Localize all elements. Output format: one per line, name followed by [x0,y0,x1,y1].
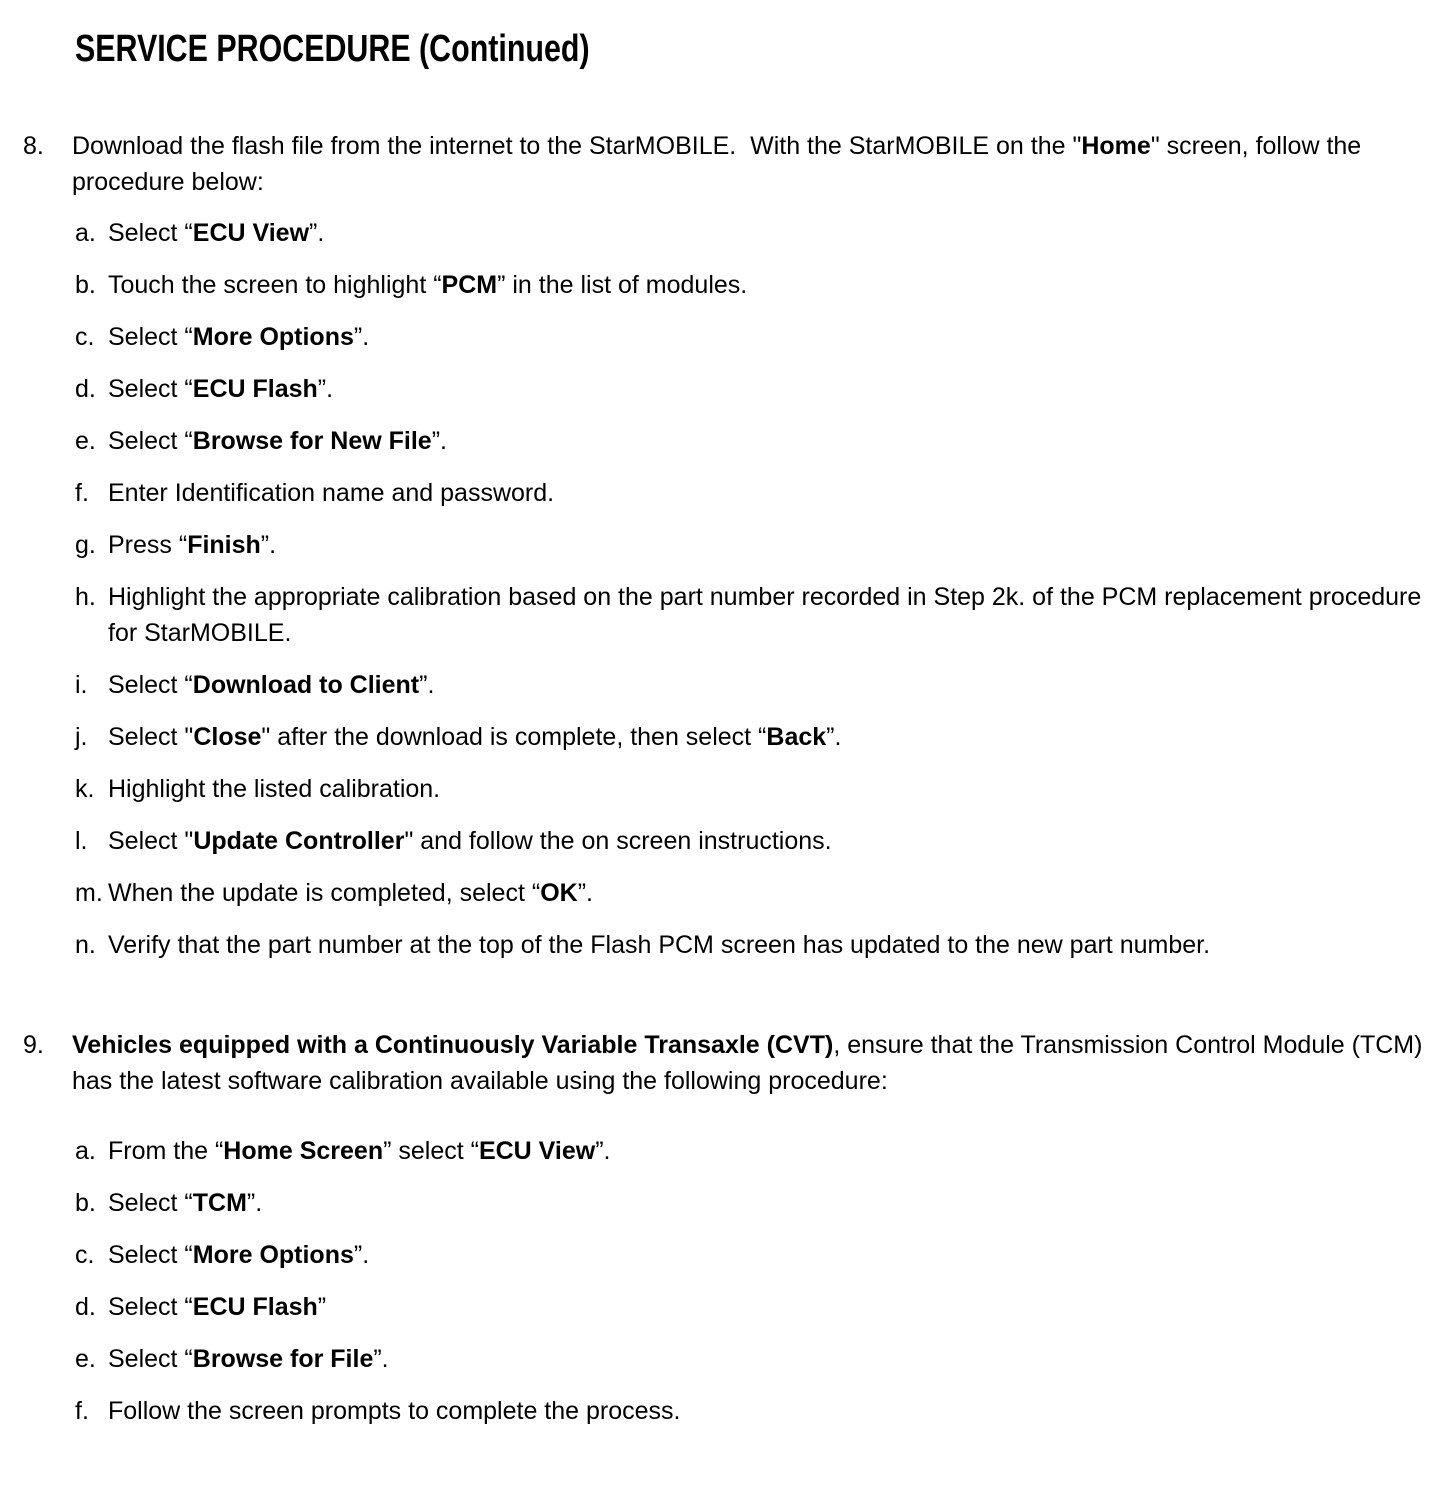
page-title: SERVICE PROCEDURE (Continued) [75,28,590,70]
text-segment: ”. [309,219,325,247]
substep-label: m. [75,879,103,907]
step-intro [72,128,1424,200]
substep-label: n. [75,931,96,959]
substep-label: l. [75,827,88,855]
substep [75,371,1424,407]
substep-text [108,1237,1424,1273]
emphasis-text: ECU Flash [192,1293,318,1321]
emphasis-text: Download to Client [192,671,420,699]
substep [75,215,1424,251]
substep [75,1185,1424,1221]
substep-label: f. [75,479,89,507]
substeps [72,215,1424,963]
emphasis-text: Update Controller [193,827,405,855]
step-number: 9. [23,1031,44,1059]
emphasis-text: Close [193,723,262,751]
text-segment: " and follow the on screen instructions. [404,827,832,855]
substep-text [108,719,1424,755]
substep [75,719,1424,755]
substep-label: g. [75,531,96,559]
substep-text [108,927,1424,963]
substep [75,475,1424,511]
substep-label: c. [75,323,95,351]
text-segment: ” select “ [383,1137,479,1165]
emphasis-text: ECU View [478,1137,596,1165]
text-segment: Select “ [108,1345,193,1373]
text-segment: Select " [108,827,194,855]
substep-label: d. [75,1293,96,1321]
text-segment: Follow the screen prompts to complete the process. [108,1397,681,1425]
text-segment: Press “ [108,531,188,559]
procedure-step [23,1027,1424,1429]
substep-label: c. [75,1241,95,1269]
emphasis-text: OK [540,879,578,907]
text-segment: Select “ [108,323,193,351]
text-segment: " after the download is complete, then select “ [261,723,767,751]
text-segment: ”. [419,671,435,699]
text-segment: Highlight the appropriate calibration based on the part number recorded in Step 2k. of the PCM replacement procedure for StarMOBILE. [108,583,1422,647]
substep-text [108,667,1424,703]
text-segment: ”. [595,1137,611,1165]
substep-label: b. [75,1189,96,1217]
substep-text [108,267,1424,303]
text-segment: " screen, follow the procedure below: [72,132,1362,196]
substep-text [108,215,1424,251]
steps [23,128,1424,1429]
text-segment: From the “ [108,1137,224,1165]
substep [75,1341,1424,1377]
text-segment: Highlight the listed calibration. [108,775,441,803]
emphasis-text: PCM [441,271,498,299]
substep [75,423,1424,459]
text-segment: ”. [260,531,277,559]
emphasis-text: Browse for File [192,1345,374,1373]
substep-label: i. [75,671,88,699]
text-segment: , ensure that the Transmission Control Module (TCM) has the latest software calibration available using the following procedure: [72,1031,1423,1095]
substep-label: h. [75,583,96,611]
substep-text [108,423,1424,459]
substep-label: a. [75,219,96,247]
substep-label: f. [75,1397,89,1425]
text-segment: Select “ [108,1293,193,1321]
substep-text [108,475,1424,511]
text-segment: ” [317,1293,327,1321]
substep [75,1237,1424,1273]
text-segment: ”. [431,427,447,455]
substep-text [108,1133,1424,1169]
substep-text [108,1341,1424,1377]
substep [75,319,1424,355]
procedure-step [23,128,1424,963]
substep-label: k. [75,775,95,803]
text-segment: Verify that the part number at the top of the Flash PCM screen has updated to the new part number. [108,931,1211,959]
text-segment: Download the flash file from the internet to the StarMOBILE. With the StarMOBILE on the " [72,132,1082,160]
text-segment: Select “ [108,219,193,247]
text-segment: Select " [108,723,194,751]
text-segment: Select “ [108,1189,193,1217]
substep [75,771,1424,807]
emphasis-text: Home [1081,132,1151,160]
substep-label: e. [75,427,96,455]
substep-text [108,1185,1424,1221]
text-segment: ”. [373,1345,389,1373]
emphasis-text: Vehicles equipped with a Continuously Variable Transaxle (CVT) [72,1031,834,1059]
substep-text [108,875,1424,911]
substep-label: b. [75,271,96,299]
text-segment: When the update is completed, select “ [108,879,541,907]
substep [75,1393,1424,1429]
text-segment: Select “ [108,1241,193,1269]
text-segment: ”. [317,375,334,403]
step-number: 8. [23,132,44,160]
text-segment: ”. [353,1241,370,1269]
substep-label: e. [75,1345,96,1373]
substep-text [108,319,1424,355]
substep [75,667,1424,703]
substep [75,1289,1424,1325]
text-segment: ”. [826,723,842,751]
substep [75,927,1424,963]
step-body [72,128,1424,963]
step-intro [72,1027,1424,1099]
substep [75,875,1424,911]
substep [75,823,1424,859]
substep-text [108,1289,1424,1325]
substep-text [108,823,1424,859]
text-segment: Select “ [108,671,193,699]
substep [75,267,1424,303]
emphasis-text: TCM [192,1189,247,1217]
emphasis-text: More Options [192,1241,354,1269]
step-body [72,1027,1424,1429]
substep-text [108,771,1424,807]
substep-label: j. [75,723,88,751]
emphasis-text: Browse for New File [192,427,432,455]
text-segment: ”. [353,323,370,351]
substep-text [108,371,1424,407]
emphasis-text: Back [766,723,827,751]
text-segment: Enter Identification name and password. [108,479,555,507]
substep-text [108,579,1424,651]
substeps [72,1133,1424,1429]
substep [75,579,1424,651]
text-segment: ”. [246,1189,263,1217]
substep-label: a. [75,1137,96,1165]
text-segment: Select “ [108,427,193,455]
substep [75,527,1424,563]
emphasis-text: More Options [192,323,354,351]
substep-text [108,527,1424,563]
substep-label: d. [75,375,96,403]
substep [75,1133,1424,1169]
text-segment: Touch the screen to highlight “ [108,271,442,299]
emphasis-text: ECU Flash [192,375,318,403]
text-segment: ” in the list of modules. [497,271,748,299]
emphasis-text: ECU View [192,219,310,247]
text-segment: Select “ [108,375,193,403]
emphasis-text: Finish [187,531,261,559]
substep-text [108,1393,1424,1429]
emphasis-text: Home Screen [223,1137,384,1165]
text-segment: ”. [577,879,593,907]
